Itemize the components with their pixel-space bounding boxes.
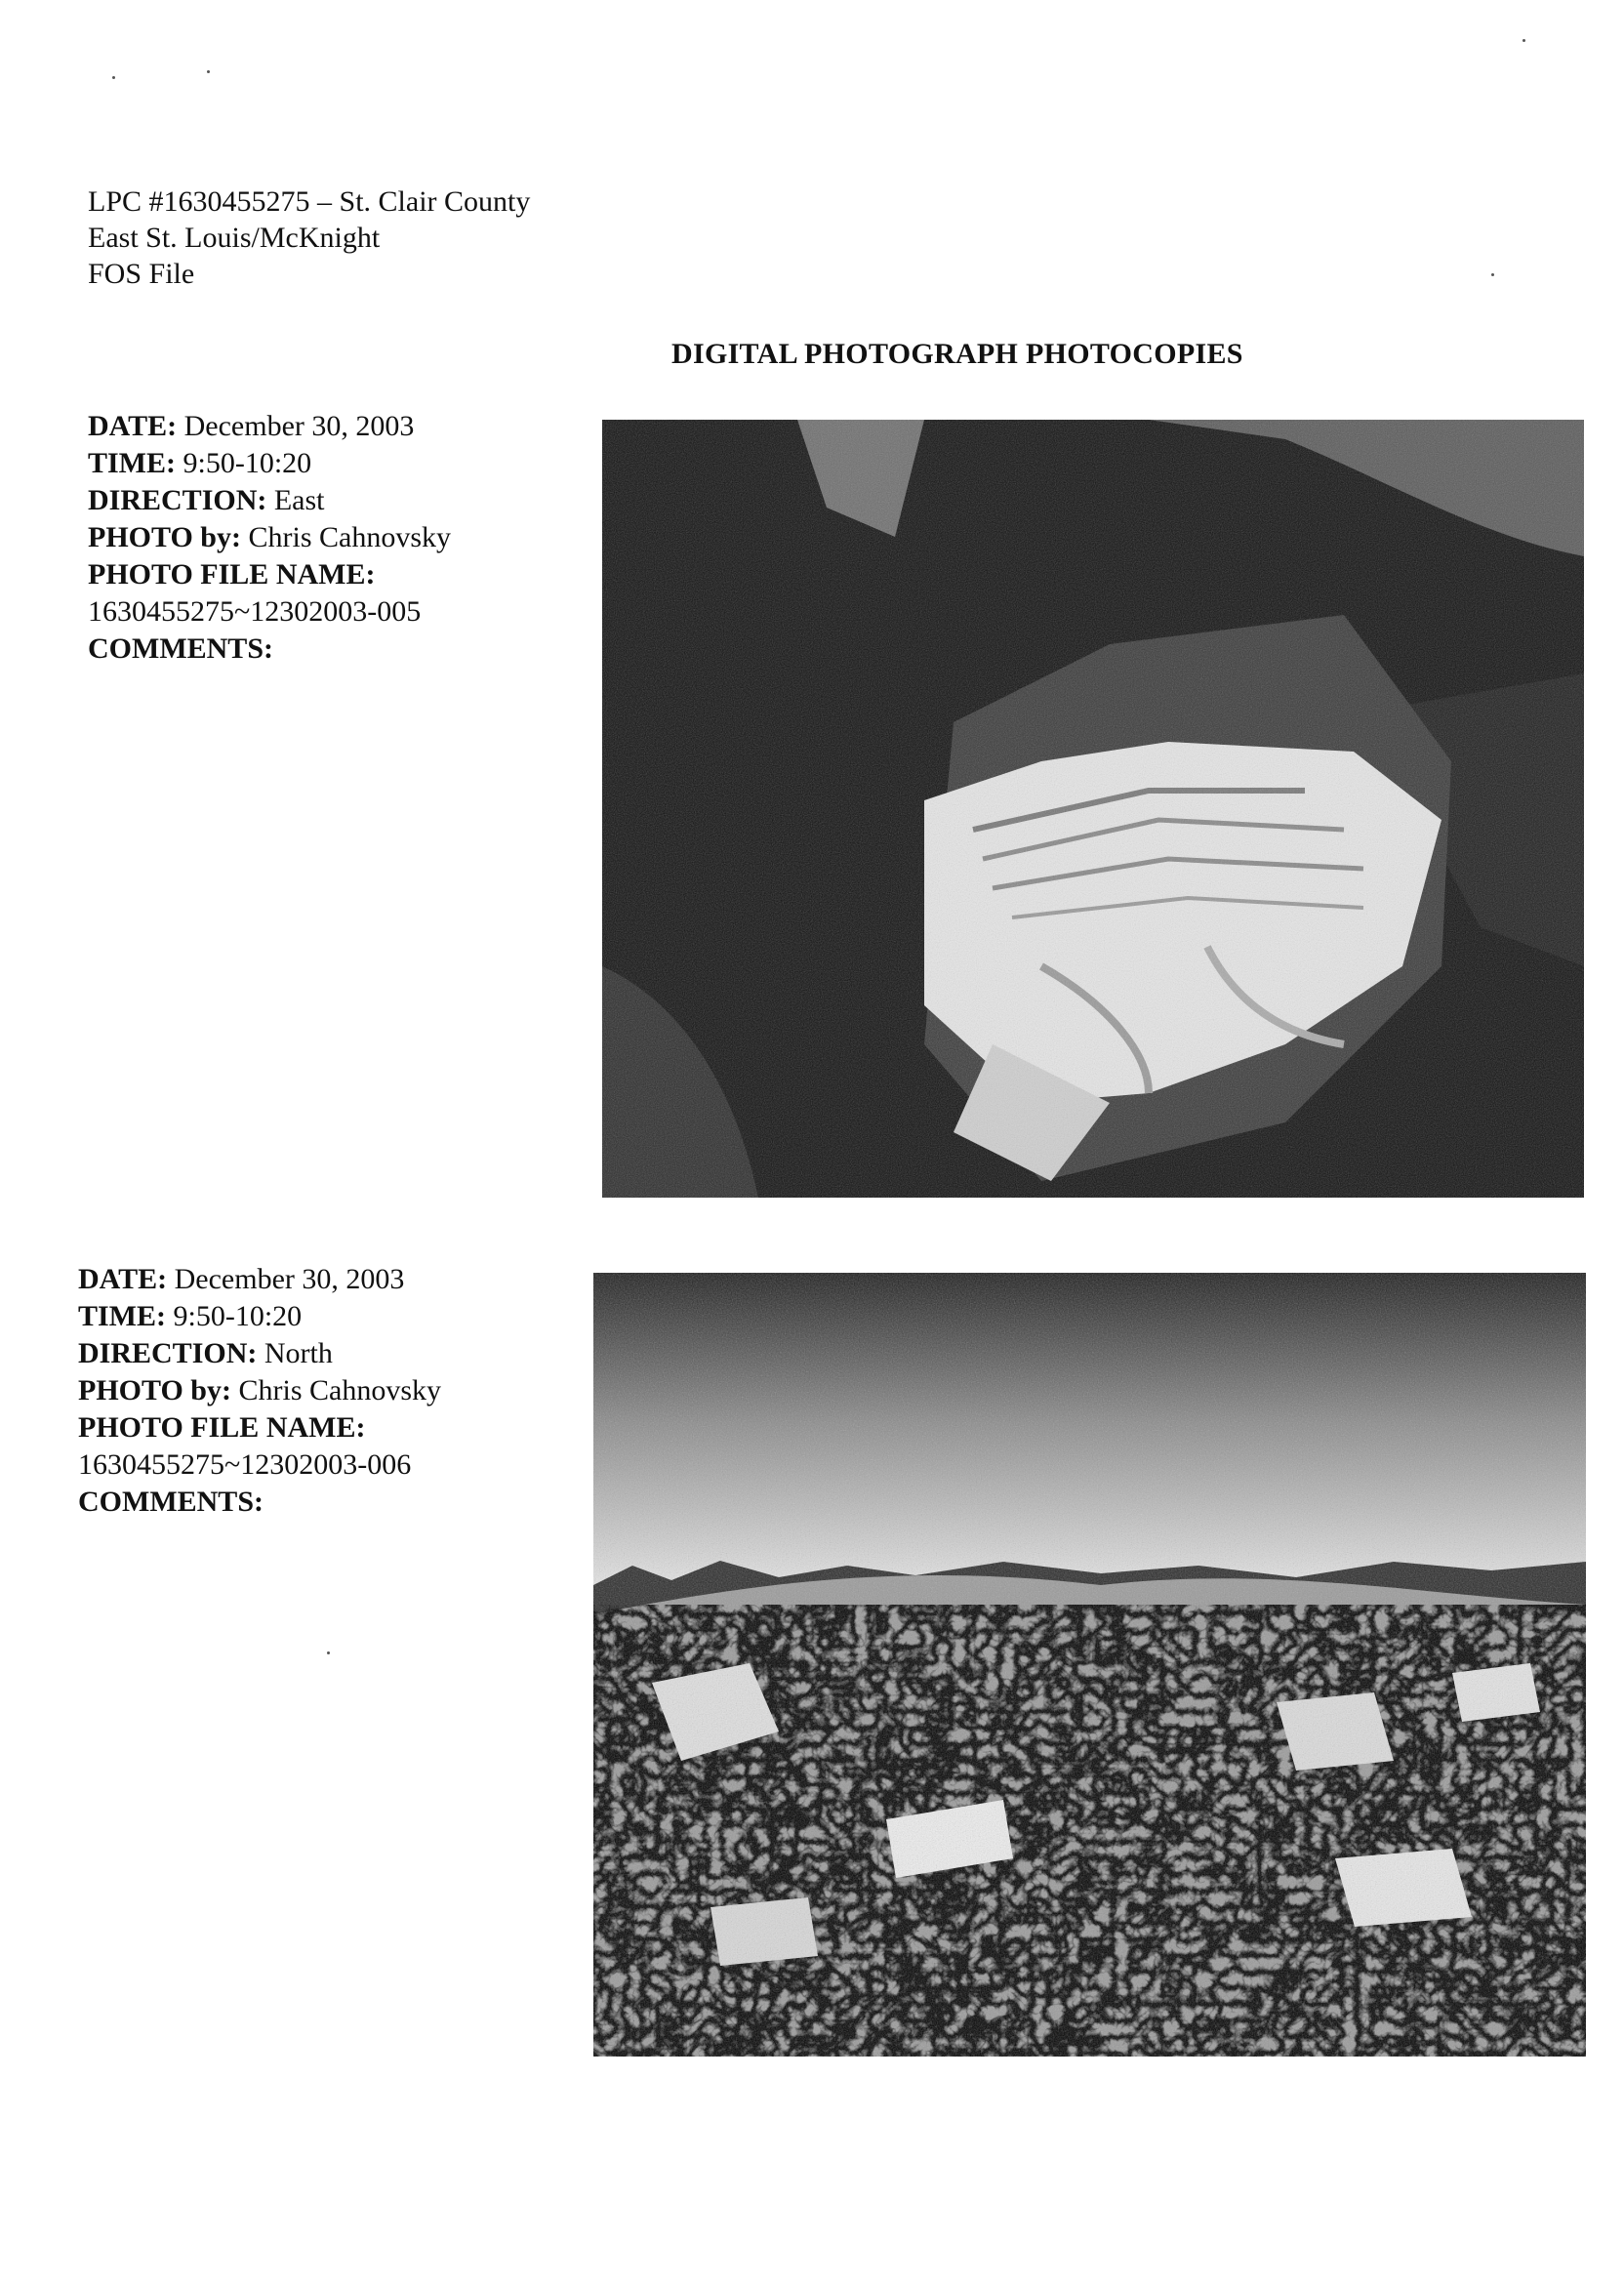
photo-by-row: [78, 1372, 441, 1409]
scan-speck: [1522, 39, 1525, 42]
header-file-line: FOS File: [88, 258, 195, 290]
time-value: 9:50-10:20: [183, 447, 312, 479]
page-title: DIGITAL PHOTOGRAPH PHOTOCOPIES: [671, 338, 1243, 370]
direction-value: North: [264, 1337, 333, 1369]
date-value: December 30, 2003: [174, 1263, 405, 1295]
direction-row: [78, 1335, 441, 1372]
comments-label: COMMENTS:: [78, 1486, 264, 1518]
scan-speck: [207, 70, 210, 73]
time-value: 9:50-10:20: [173, 1300, 303, 1332]
date-label: DATE:: [78, 1263, 168, 1295]
photo-by-row: [88, 519, 451, 556]
time-row: [88, 445, 451, 482]
time-row: [78, 1298, 441, 1335]
date-row: [88, 408, 451, 445]
scan-speck: [327, 1651, 330, 1654]
header-location-line: East St. Louis/McKnight: [88, 222, 381, 254]
document-header: [88, 183, 530, 292]
date-row: [78, 1261, 441, 1298]
photo-2-debris-pile: [593, 1273, 1586, 2057]
photo-by-value: Chris Cahnovsky: [238, 1374, 441, 1406]
file-name-label: PHOTO FILE NAME:: [88, 558, 376, 591]
file-name-value: 1630455275~12302003-005: [88, 595, 422, 628]
photo-metadata-1: [88, 408, 451, 668]
photo-1-image: [602, 420, 1584, 1198]
direction-label: DIRECTION:: [88, 484, 267, 516]
direction-label: DIRECTION:: [78, 1337, 258, 1369]
direction-row: [88, 482, 451, 519]
scan-speck: [1491, 273, 1494, 276]
direction-value: East: [273, 484, 325, 516]
time-label: TIME:: [88, 447, 176, 479]
date-value: December 30, 2003: [183, 410, 415, 442]
file-name-label: PHOTO FILE NAME:: [78, 1411, 366, 1444]
file-name-value: 1630455275~12302003-006: [78, 1448, 412, 1481]
scan-speck: [112, 76, 115, 79]
header-lpc-line: LPC #1630455275 – St. Clair County: [88, 185, 531, 218]
photo-metadata-2: [78, 1261, 441, 1521]
photo-by-label: PHOTO by:: [78, 1374, 231, 1406]
date-label: DATE:: [88, 410, 178, 442]
photo-by-label: PHOTO by:: [88, 521, 241, 553]
time-label: TIME:: [78, 1300, 166, 1332]
photo-2-image: [593, 1273, 1586, 2057]
photo-1-crumpled-paper: [602, 420, 1584, 1198]
comments-label: COMMENTS:: [88, 632, 273, 665]
photo-by-value: Chris Cahnovsky: [248, 521, 451, 553]
